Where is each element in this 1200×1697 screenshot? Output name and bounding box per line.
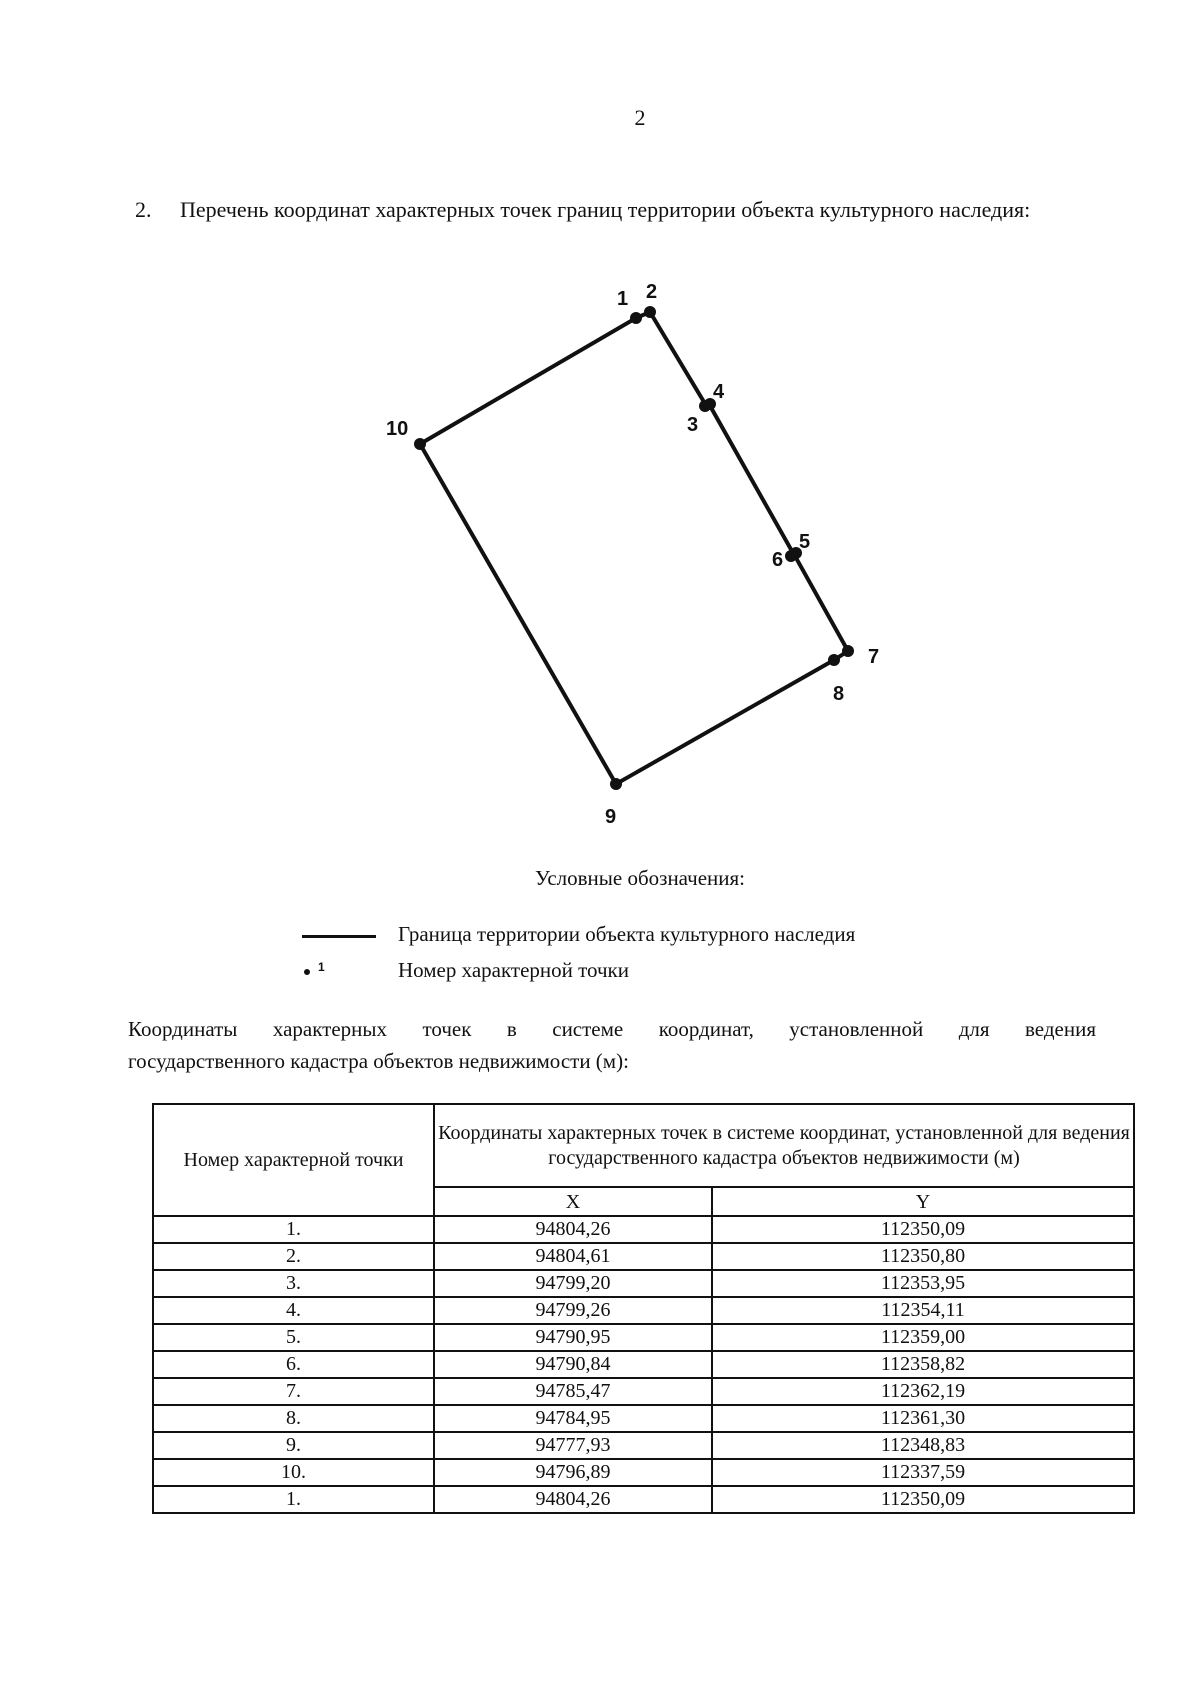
cell-x: 94777,93 bbox=[434, 1432, 712, 1459]
table-row bbox=[153, 1486, 1134, 1513]
header-coordinates: Координаты характерных точек в системе координат, установленной для ведения государственного кадастра объектов недвижимости (м) bbox=[434, 1104, 1134, 1187]
point-label-8: 8 bbox=[833, 683, 845, 705]
section-title: Перечень координат характерных точек границ территории объекта культурного наследия: bbox=[180, 197, 1031, 222]
boundary-line-symbol bbox=[300, 926, 398, 946]
cell-x: 94796,89 bbox=[434, 1459, 712, 1486]
point-1-marker bbox=[630, 312, 642, 324]
legend-boundary bbox=[300, 922, 855, 947]
coordinates-intro bbox=[128, 1013, 1096, 1077]
cell-y: 112350,09 bbox=[712, 1486, 1134, 1513]
cell-x: 94790,84 bbox=[434, 1351, 712, 1378]
cell-point-number: 5. bbox=[153, 1324, 434, 1351]
cell-point-number: 6. bbox=[153, 1351, 434, 1378]
cell-point-number: 7. bbox=[153, 1378, 434, 1405]
cell-y: 112359,00 bbox=[712, 1324, 1134, 1351]
cell-point-number: 3. bbox=[153, 1270, 434, 1297]
cell-point-number: 10. bbox=[153, 1459, 434, 1486]
table-row bbox=[153, 1216, 1134, 1243]
cell-y: 112350,80 bbox=[712, 1243, 1134, 1270]
point-label-9: 9 bbox=[605, 806, 617, 828]
point-symbol bbox=[300, 962, 398, 982]
section-number: 2. bbox=[135, 197, 152, 222]
legend-title: Условные обозначения: bbox=[534, 866, 746, 890]
cell-point-number: 1. bbox=[153, 1486, 434, 1513]
table-row bbox=[153, 1243, 1134, 1270]
cell-point-number: 4. bbox=[153, 1297, 434, 1324]
cell-x: 94799,20 bbox=[434, 1270, 712, 1297]
legend-boundary-label: Граница территории объекта культурного наследия bbox=[398, 922, 856, 946]
boundary-polygon bbox=[420, 312, 848, 784]
intro-line-2: государственного кадастра объектов недвижимости (м): bbox=[128, 1049, 629, 1073]
coordinates-table bbox=[152, 1103, 1135, 1514]
header-point-number: Номер характерной точки bbox=[153, 1104, 434, 1216]
header-y: Y bbox=[712, 1187, 1134, 1216]
table-row bbox=[153, 1459, 1134, 1486]
point-symbol-label: 1 bbox=[318, 960, 325, 975]
point-dot-icon bbox=[304, 969, 310, 975]
point-label-2: 2 bbox=[646, 281, 658, 303]
cell-y: 112361,30 bbox=[712, 1405, 1134, 1432]
table-row bbox=[153, 1351, 1134, 1378]
cell-x: 94790,95 bbox=[434, 1324, 712, 1351]
cell-point-number: 2. bbox=[153, 1243, 434, 1270]
cell-x: 94804,26 bbox=[434, 1216, 712, 1243]
cell-x: 94804,61 bbox=[434, 1243, 712, 1270]
cell-x: 94799,26 bbox=[434, 1297, 712, 1324]
page-number: 2 bbox=[634, 105, 646, 130]
cell-point-number: 8. bbox=[153, 1405, 434, 1432]
point-10-marker bbox=[414, 438, 426, 450]
point-6-marker bbox=[785, 550, 797, 562]
point-9-marker bbox=[610, 778, 622, 790]
point-8-marker bbox=[828, 654, 840, 666]
cell-y: 112348,83 bbox=[712, 1432, 1134, 1459]
cell-y: 112337,59 bbox=[712, 1459, 1134, 1486]
header-x: X bbox=[434, 1187, 712, 1216]
cell-y: 112354,11 bbox=[712, 1297, 1134, 1324]
point-label-10: 10 bbox=[386, 418, 409, 440]
point-label-3: 3 bbox=[687, 414, 699, 436]
cell-y: 112350,09 bbox=[712, 1216, 1134, 1243]
point-label-7: 7 bbox=[868, 646, 880, 668]
point-label-1: 1 bbox=[617, 288, 629, 310]
point-label-6: 6 bbox=[772, 549, 784, 571]
cell-x: 94784,95 bbox=[434, 1405, 712, 1432]
point-label-5: 5 bbox=[799, 531, 811, 553]
point-2-marker bbox=[644, 306, 656, 318]
cell-y: 112362,19 bbox=[712, 1378, 1134, 1405]
table-row bbox=[153, 1405, 1134, 1432]
intro-line-1: Координаты характерных точек в системе координат, установленной для ведения bbox=[128, 1017, 1096, 1041]
cell-point-number: 1. bbox=[153, 1216, 434, 1243]
legend-point-label: Номер характерной точки bbox=[398, 958, 629, 982]
cell-x: 94804,26 bbox=[434, 1486, 712, 1513]
legend-point bbox=[300, 958, 629, 983]
cell-y: 112353,95 bbox=[712, 1270, 1134, 1297]
point-label-4: 4 bbox=[713, 381, 725, 403]
cell-y: 112358,82 bbox=[712, 1351, 1134, 1378]
table-row bbox=[153, 1324, 1134, 1351]
table-row bbox=[153, 1270, 1134, 1297]
table-row bbox=[153, 1378, 1134, 1405]
table-row bbox=[153, 1432, 1134, 1459]
cell-x: 94785,47 bbox=[434, 1378, 712, 1405]
table-row bbox=[153, 1297, 1134, 1324]
point-7-marker bbox=[842, 645, 854, 657]
cell-point-number: 9. bbox=[153, 1432, 434, 1459]
